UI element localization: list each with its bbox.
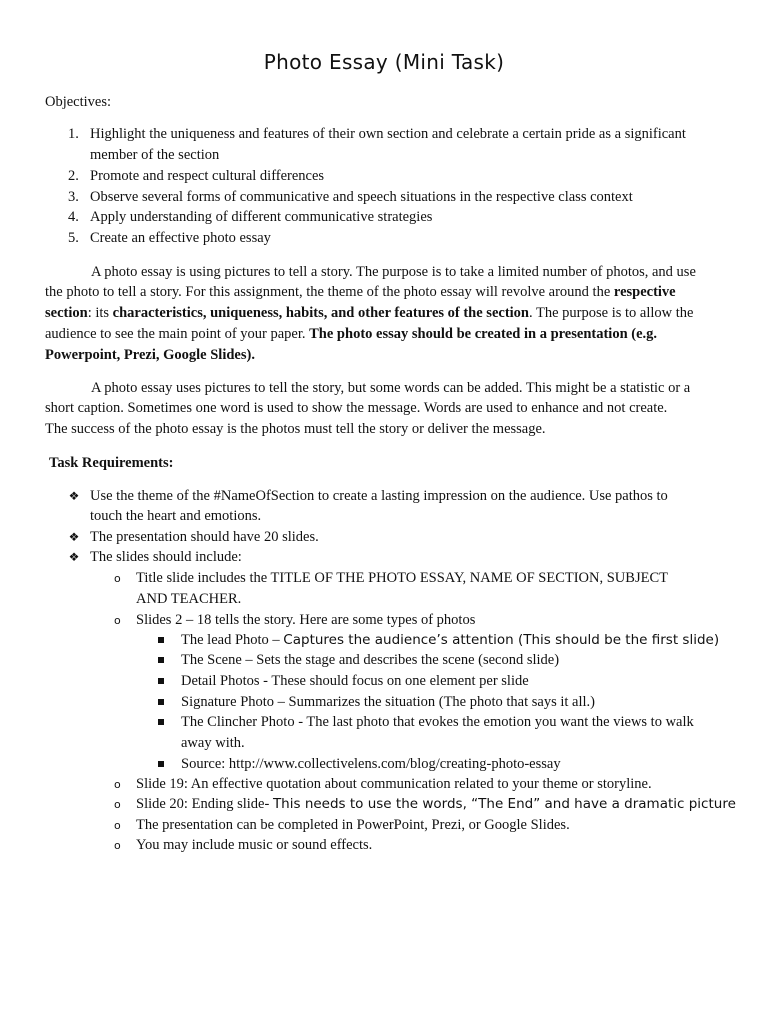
list-number: 3.	[68, 189, 79, 205]
list-item: The presentation can be completed in PowerPoint, Prezi, or Google Slides.	[136, 817, 570, 833]
page-title: Photo Essay (Mini Task)	[263, 50, 505, 74]
circle-bullet-icon: o	[114, 572, 121, 585]
list-number: 4.	[68, 209, 79, 225]
circle-bullet-icon: o	[114, 798, 121, 811]
diamond-bullet-icon: ❖	[68, 489, 80, 503]
source-citation: Source: http://www.collectivelens.com/blog/creating-photo-essay	[181, 756, 561, 772]
circle-bullet-icon: o	[114, 778, 121, 791]
list-item: Slide 19: An effective quotation about communication related to your theme or storyline.	[136, 776, 652, 792]
list-item: The Scene – Sets the stage and describes the scene (second slide)	[181, 652, 560, 668]
square-bullet-icon	[158, 637, 164, 643]
diamond-bullet-icon: ❖	[68, 530, 80, 544]
list-item: The presentation should have 20 slides.	[90, 529, 319, 545]
circle-bullet-icon: o	[114, 819, 121, 832]
circle-bullet-icon: o	[114, 839, 121, 852]
list-item: Create an effective photo essay	[90, 230, 271, 246]
list-item: Slides 2 – 18 tells the story. Here are some types of photos	[136, 612, 476, 628]
paragraph-line: section: its characteristics, uniqueness, habits, and other features of the section. The purpose is to allow the	[45, 305, 694, 321]
list-item: Detail Photos - These should focus on one element per slide	[181, 673, 529, 689]
list-item-continuation: member of the section	[90, 147, 220, 163]
objectives-label: Objectives:	[45, 94, 112, 110]
square-bullet-icon	[158, 719, 164, 725]
list-item: The Clincher Photo - The last photo that evokes the emotion you want the views to walk	[181, 714, 694, 730]
paragraph-line: A photo essay is using pictures to tell a story. The purpose is to take a limited number of photos, and use	[91, 264, 696, 280]
list-item: The lead Photo – Captures the audience’s attention (This should be the first slide)	[181, 632, 720, 648]
list-item: Use the theme of the #NameOfSection to create a lasting impression on the audience. Use pathos to	[90, 488, 668, 504]
paragraph-line: A photo essay uses pictures to tell the story, but some words can be added. This might be a statistic or a	[91, 380, 691, 396]
paragraph-line: Powerpoint, Prezi, Google Slides).	[45, 347, 255, 363]
square-bullet-icon	[158, 761, 164, 767]
diamond-bullet-icon: ❖	[68, 550, 80, 564]
list-number: 5.	[68, 230, 79, 246]
list-item: Title slide includes the TITLE OF THE PHOTO ESSAY, NAME OF SECTION, SUBJECT	[136, 570, 668, 586]
paragraph-line: audience to see the main point of your paper. The photo essay should be created in a presentation (e.g.	[45, 326, 658, 342]
list-item: Promote and respect cultural differences	[90, 168, 325, 184]
paragraph-line: short caption. Sometimes one word is used to show the message. Words are used to enhance and not create.	[45, 400, 668, 416]
paragraph-line: the photo to tell a story. For this assignment, the theme of the photo essay will revolve around the respective	[45, 284, 676, 300]
list-number: 2.	[68, 168, 79, 184]
list-item: Observe several forms of communicative and speech situations in the respective class context	[90, 189, 633, 205]
list-item: Highlight the uniqueness and features of their own section and celebrate a certain pride as a significant	[90, 126, 686, 142]
list-item-continuation: away with.	[181, 735, 245, 751]
square-bullet-icon	[158, 678, 164, 684]
list-number: 1.	[68, 126, 79, 142]
list-item: Apply understanding of different communicative strategies	[90, 209, 433, 225]
task-requirements-heading: Task Requirements:	[49, 455, 174, 471]
list-item: Slide 20: Ending slide- This needs to use the words, “The End” and have a dramatic picture	[136, 796, 736, 812]
square-bullet-icon	[158, 699, 164, 705]
list-item-continuation: touch the heart and emotions.	[90, 508, 262, 524]
circle-bullet-icon: o	[114, 614, 121, 627]
list-item: The slides should include:	[90, 549, 242, 565]
list-item: Signature Photo – Summarizes the situation (The photo that says it all.)	[181, 694, 595, 710]
paragraph-line: The success of the photo essay is the photos must tell the story or deliver the message.	[45, 421, 546, 437]
square-bullet-icon	[158, 657, 164, 663]
list-item-continuation: AND TEACHER.	[136, 591, 242, 607]
list-item: You may include music or sound effects.	[136, 837, 373, 853]
